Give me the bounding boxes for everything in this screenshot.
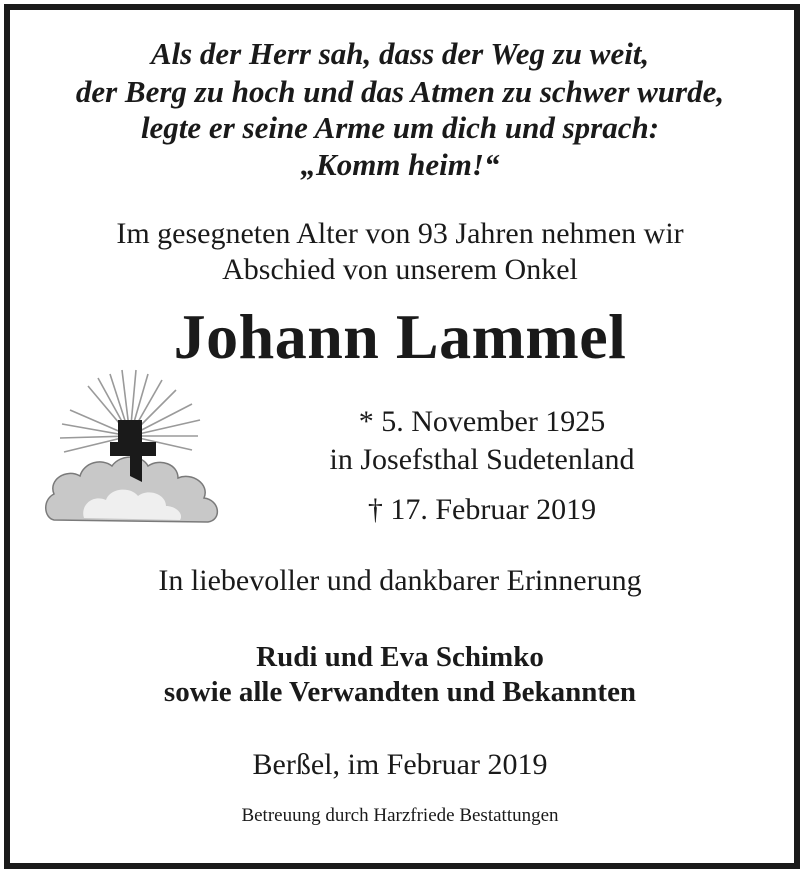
verse-line-3: legte er seine Arme um dich und sprach: (140, 110, 660, 145)
verse-line-1: Als der Herr sah, dass der Weg zu weit, (150, 36, 650, 71)
intro-line-2: Abschied von unserem Onkel (222, 253, 578, 286)
death-date: † 17. Februar 2019 (367, 493, 597, 526)
birth-date: * 5. November 1925 (358, 405, 606, 438)
mourners-line-2: sowie alle Verwandten und Bekannten (163, 676, 637, 708)
birth-place: in Josefsthal Sudetenland (329, 443, 635, 476)
place-date: Berßel, im Februar 2019 (252, 748, 548, 781)
verse-line-2: der Berg zu hoch und das Atmen zu schwer wurde, (75, 74, 725, 109)
verse-line-4: „Komm heim!“ (300, 147, 500, 182)
intro-line-1: Im gesegneten Alter von 93 Jahren nehmen wir (116, 217, 684, 250)
memory-text: In liebevoller und dankbarer Erinnerung (158, 564, 642, 597)
deceased-name: Johann Lammel (173, 301, 627, 372)
funeral-service: Betreuung durch Harzfriede Bestattungen (241, 805, 559, 826)
mourners-line-1: Rudi und Eva Schimko (256, 641, 544, 673)
